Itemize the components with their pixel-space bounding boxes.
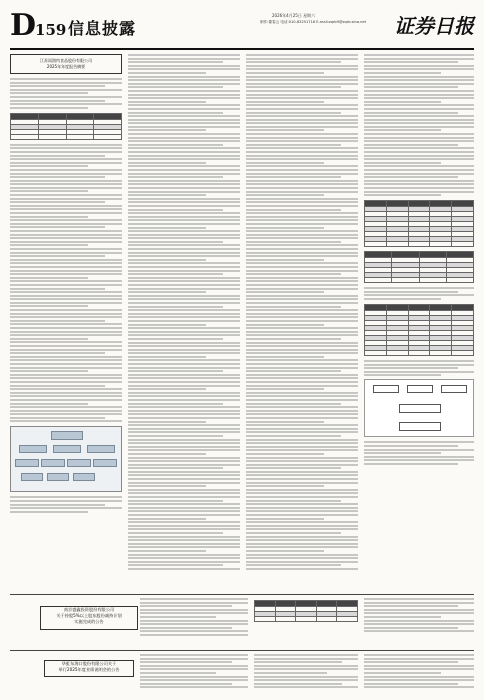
section-divider	[10, 650, 474, 651]
financial-table	[364, 200, 474, 247]
text-block	[10, 78, 122, 109]
org-structure-diagram	[10, 426, 122, 492]
ownership-chart	[364, 379, 474, 437]
announcement-title-box	[10, 54, 122, 74]
announcement-title-line: 2025年年度报告摘要	[46, 64, 86, 69]
announcement-title-line: 华虹东海口股份有限公司关于	[61, 661, 117, 666]
page-letter: D	[10, 8, 36, 43]
text-block	[364, 360, 474, 376]
masthead	[10, 10, 474, 48]
data-table	[254, 600, 358, 622]
page-code	[10, 10, 66, 46]
announcement-title-line: 举行2025年度业绩说明会的公告	[58, 667, 120, 672]
text-block	[140, 598, 248, 638]
text-block	[246, 54, 358, 570]
financial-table	[364, 251, 474, 283]
section-divider	[10, 594, 474, 595]
text-block	[364, 654, 474, 690]
text-block	[10, 144, 122, 423]
column-3	[246, 54, 358, 572]
page-number: 159	[35, 21, 67, 39]
text-block	[364, 287, 474, 300]
newspaper-logo: 证券日报	[394, 14, 474, 38]
text-block	[364, 598, 474, 634]
announcement-box	[40, 606, 138, 630]
text-block	[10, 496, 122, 512]
text-block	[128, 54, 240, 570]
text-block	[140, 654, 248, 690]
text-block	[254, 654, 358, 690]
announcement-title-line: 关于持股5%以上股东股份减持计划	[56, 613, 122, 618]
announcement-title-line: 江苏雨润肉食品股份有限公司	[40, 58, 92, 63]
financial-table	[364, 304, 474, 356]
announcement-box	[44, 660, 134, 677]
column-1	[10, 54, 122, 514]
announcement-title-line: 实施完成的公告	[74, 619, 104, 624]
column-4	[364, 54, 474, 466]
dateline: 2026年4月25日 星期六	[272, 13, 316, 18]
data-table	[10, 113, 122, 140]
text-block	[364, 441, 474, 465]
text-block	[364, 54, 474, 196]
masthead-rule	[10, 48, 474, 50]
column-2	[128, 54, 240, 572]
contact-line: 制作:董春云 电话:010-83251716 E-mail:zqrb9@zqrb.sina.net	[260, 20, 367, 24]
section-title: 信息披露	[68, 19, 137, 38]
announcement-title-line: 南京盛鑫投资股份有限公司	[63, 607, 115, 612]
